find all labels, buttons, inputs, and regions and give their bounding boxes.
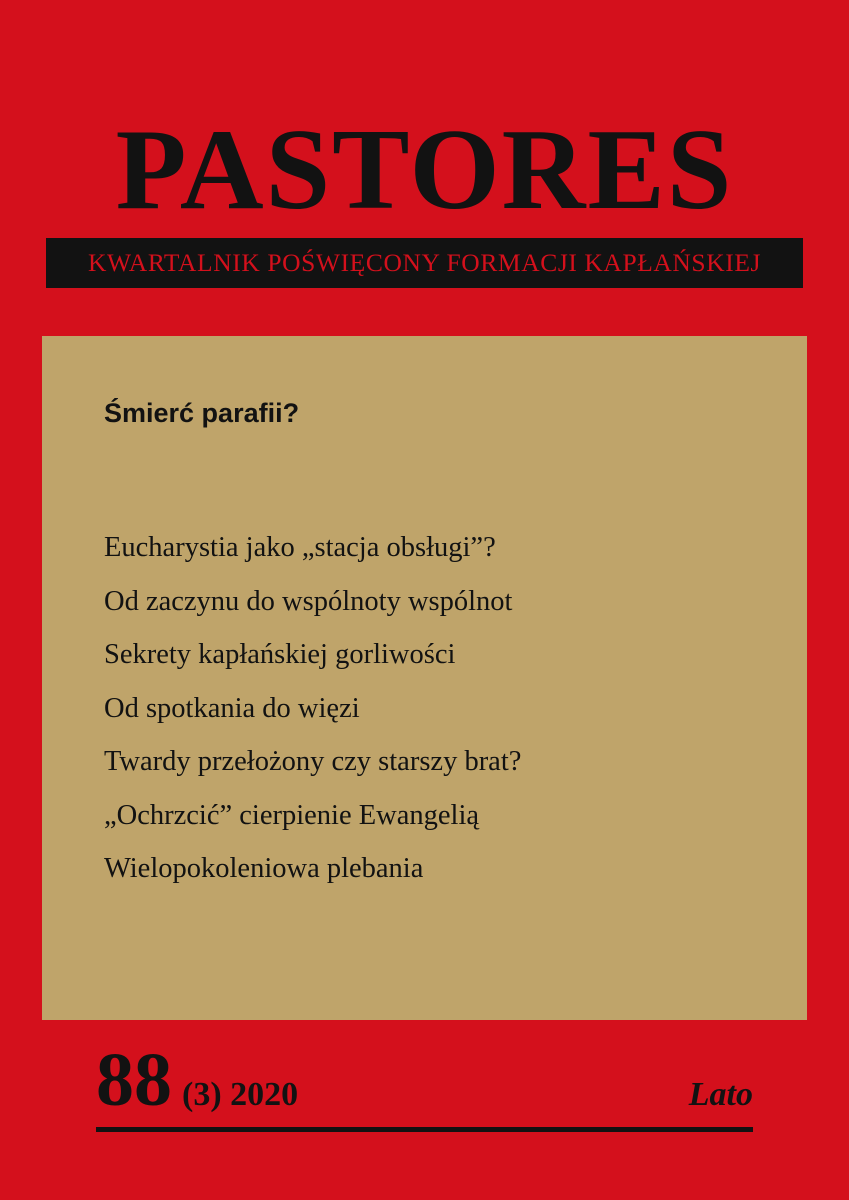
list-item: Sekrety kapłańskiej gorliwości [104,639,456,670]
list-item: Wielopokoleniowa plebania [104,853,424,884]
issue-number: 88 [96,1037,172,1122]
masthead [0,106,849,234]
list-item: Od spotkania do więzi [104,692,360,724]
issue-line [96,1037,753,1122]
contents-list [104,534,767,909]
issue-theme: Śmierć parafii? [104,398,300,428]
issue-season: Lato [688,1075,753,1113]
list-item: Twardy przełożony czy starszy brat? [104,746,522,777]
cover-footer [96,1032,753,1132]
issue-meta: (3) 2020 [182,1075,299,1113]
journal-subtitle: KWARTALNIK POŚWIĘCONY FORMACJI KAPŁAŃSKIEJ [87,248,762,277]
list-item: Eucharystia jako „stacja obsługi”? [104,532,496,563]
list-item: „Ochrzcić” cierpienie Ewangelią [104,799,480,831]
issue-identifier [96,1037,299,1122]
contents-panel [42,336,807,1020]
footer-divider [96,1127,753,1132]
journal-title: PASTORES [115,106,734,234]
list-item: Od zaczynu do wspólnoty wspólnot [104,585,513,617]
subtitle-bar [46,238,803,288]
